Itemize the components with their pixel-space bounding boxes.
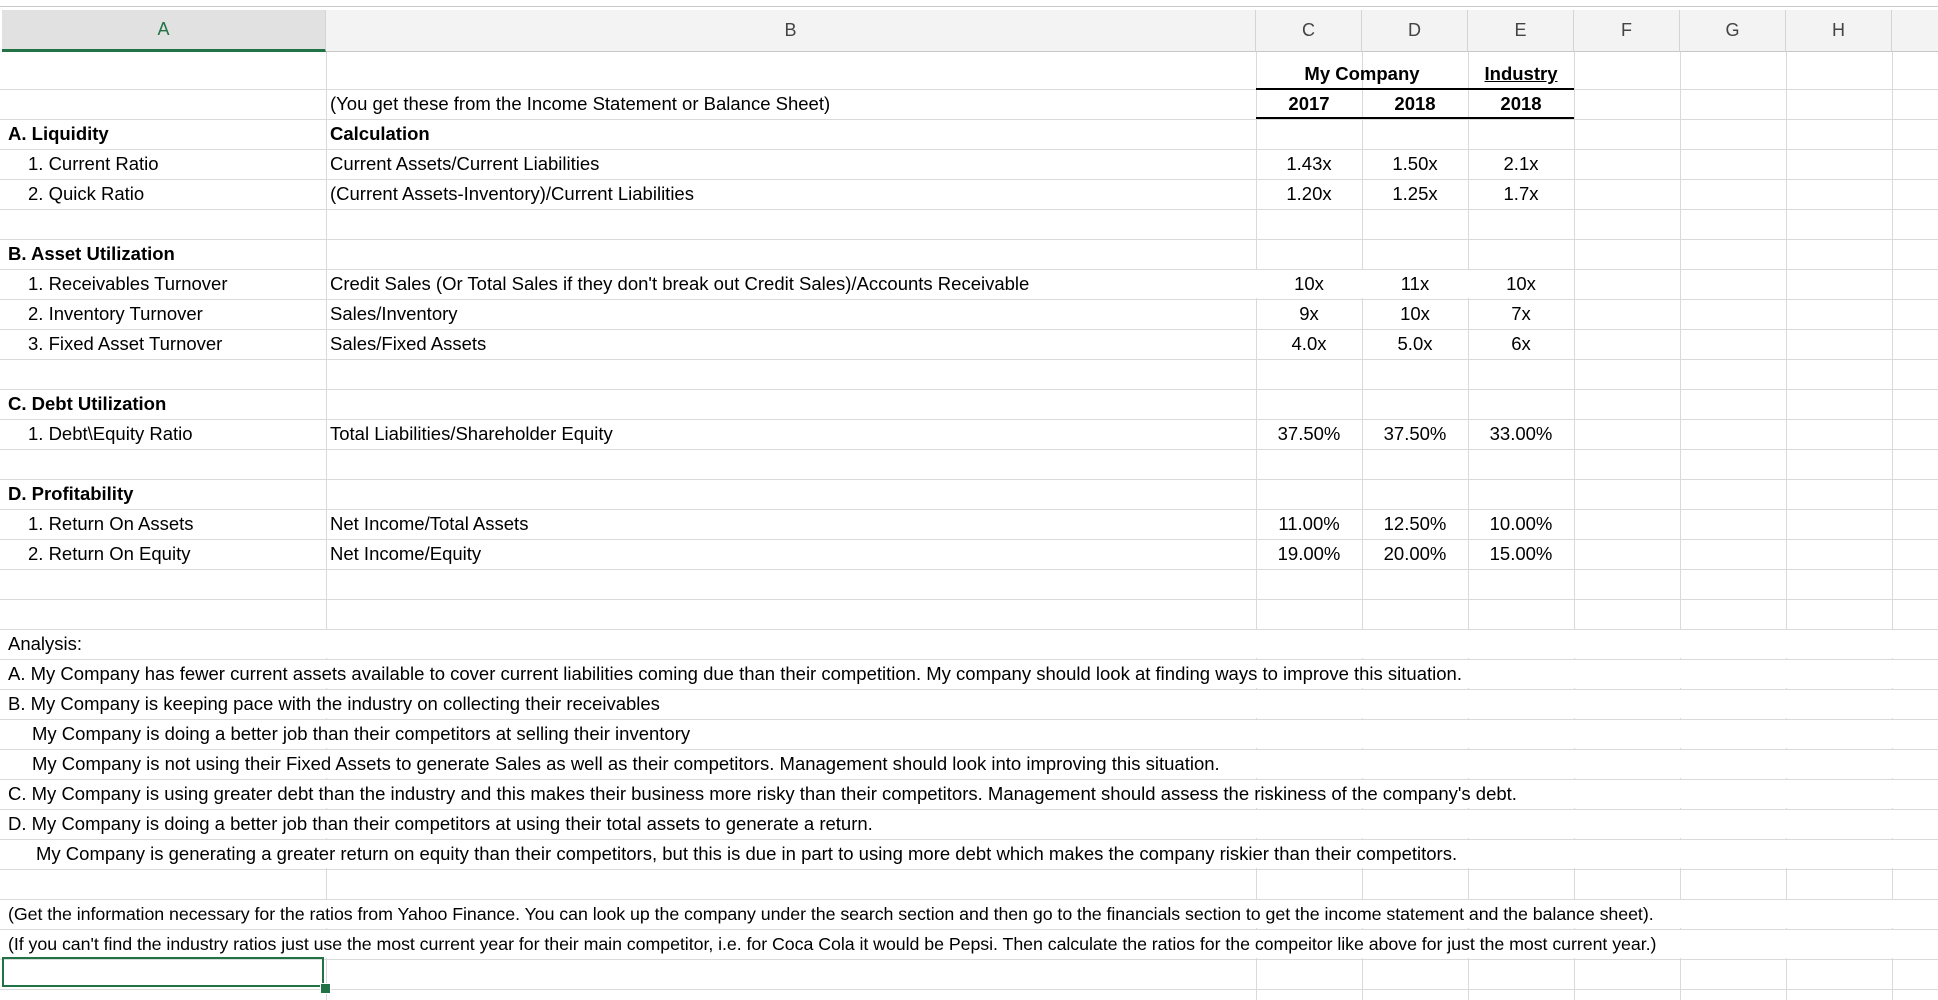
top-border <box>0 0 1938 7</box>
analysis-line[interactable]: A. My Company has fewer current assets available to cover current liabilities coming due than their competition. My company should look at finding ways to improve this situation. <box>8 663 1462 684</box>
value-2018[interactable]: 5.0x <box>1397 333 1433 354</box>
column-header-f[interactable]: F <box>1574 10 1680 52</box>
value-2017[interactable]: 9x <box>1299 303 1319 324</box>
my-company-header[interactable]: My Company <box>1256 60 1468 90</box>
analysis-line[interactable]: My Company is doing a better job than their competitors at selling their inventory <box>32 723 691 744</box>
column-header-e[interactable]: E <box>1468 10 1574 52</box>
value-2018[interactable]: 1.50x <box>1392 153 1438 174</box>
column-header-i[interactable] <box>1892 10 1938 52</box>
value-2018[interactable]: 12.50% <box>1383 513 1447 534</box>
calculation-header[interactable]: Calculation <box>330 123 430 144</box>
value-2018[interactable]: 1.25x <box>1392 183 1438 204</box>
row-label[interactable]: 1. Receivables Turnover <box>28 273 228 294</box>
value-industry[interactable]: 33.00% <box>1489 423 1553 444</box>
value-2017[interactable]: 37.50% <box>1277 423 1341 444</box>
row-calc[interactable]: Current Assets/Current Liabilities <box>330 153 600 174</box>
section-debt-utilization[interactable]: C. Debt Utilization <box>8 393 167 414</box>
row-label[interactable]: 3. Fixed Asset Turnover <box>28 333 223 354</box>
industry-header[interactable]: Industry <box>1468 60 1574 90</box>
source-note[interactable]: (You get these from the Income Statement or Balance Sheet) <box>330 93 831 114</box>
value-industry[interactable]: 2.1x <box>1503 153 1539 174</box>
note-line[interactable]: (Get the information necessary for the ratios from Yahoo Finance. You can look up the company under the search section and then go to the financials section to get the income statement and the balance sheet). <box>8 904 1654 924</box>
value-industry[interactable]: 1.7x <box>1503 183 1539 204</box>
industry-year-2018-header[interactable]: 2018 <box>1468 89 1574 119</box>
value-2018[interactable]: 20.00% <box>1383 543 1447 564</box>
value-2017[interactable]: 1.20x <box>1286 183 1332 204</box>
value-2018[interactable]: 37.50% <box>1383 423 1447 444</box>
section-asset-utilization[interactable]: B. Asset Utilization <box>8 243 175 264</box>
fill-handle[interactable] <box>320 983 331 994</box>
row-calc[interactable]: Sales/Inventory <box>330 303 458 324</box>
analysis-line[interactable]: B. My Company is keeping pace with the industry on collecting their receivables <box>8 693 660 714</box>
row-calc[interactable]: (Current Assets-Inventory)/Current Liabilities <box>330 183 694 204</box>
value-industry[interactable]: 15.00% <box>1489 543 1553 564</box>
analysis-line[interactable]: D. My Company is doing a better job than their competitors at using their total assets to generate a return. <box>8 813 873 834</box>
row-label[interactable]: 1. Return On Assets <box>28 513 194 534</box>
row-calc[interactable]: Sales/Fixed Assets <box>330 333 487 354</box>
value-2018[interactable]: 11x <box>1400 273 1430 294</box>
value-2017[interactable]: 11.00% <box>1278 513 1340 534</box>
analysis-line[interactable]: My Company is not using their Fixed Assets to generate Sales as well as their competitors. Management should look into improving this situation. <box>32 753 1220 774</box>
analysis-line[interactable]: C. My Company is using greater debt than the industry and this makes their business more risky than their competitors. Management should assess the riskiness of the company's debt. <box>8 783 1517 804</box>
column-header-h[interactable]: H <box>1786 10 1892 52</box>
value-2017[interactable]: 4.0x <box>1291 333 1327 354</box>
value-industry[interactable]: 7x <box>1511 303 1531 324</box>
analysis-title[interactable]: Analysis: <box>8 633 83 654</box>
year-2018-header[interactable]: 2018 <box>1362 89 1468 119</box>
row-calc[interactable]: Net Income/Total Assets <box>330 513 529 534</box>
row-calc[interactable]: Total Liabilities/Shareholder Equity <box>330 423 613 444</box>
row-calc[interactable]: Credit Sales (Or Total Sales if they don't break out Credit Sales)/Accounts Receivable <box>330 273 1030 294</box>
value-2017[interactable]: 1.43x <box>1286 153 1332 174</box>
value-industry[interactable]: 10x <box>1506 273 1536 294</box>
row-label[interactable]: 2. Inventory Turnover <box>28 303 203 324</box>
column-header-b[interactable]: B <box>326 10 1256 52</box>
row-label[interactable]: 2. Return On Equity <box>28 543 191 564</box>
value-industry[interactable]: 10.00% <box>1489 513 1553 534</box>
selected-cell[interactable] <box>2 957 324 987</box>
section-profitability[interactable]: D. Profitability <box>8 483 134 504</box>
value-2017[interactable]: 19.00% <box>1277 543 1341 564</box>
note-line[interactable]: (If you can't find the industry ratios just use the most current year for their main competitor, i.e. for Coca Cola it would be Pepsi. Then calculate the ratios for the compeitor like above for just the most current year.) <box>8 934 1657 954</box>
row-label[interactable]: 2. Quick Ratio <box>28 183 145 204</box>
value-industry[interactable]: 6x <box>1511 333 1531 354</box>
column-header-c[interactable]: C <box>1256 10 1362 52</box>
column-header-d[interactable]: D <box>1362 10 1468 52</box>
section-liquidity[interactable]: A. Liquidity <box>8 123 109 144</box>
value-2018[interactable]: 10x <box>1400 303 1430 324</box>
analysis-line[interactable]: My Company is generating a greater return on equity than their competitors, but this is due in part to using more debt which makes the company riskier than their competitors. <box>36 843 1458 864</box>
row-label[interactable]: 1. Current Ratio <box>28 153 159 174</box>
row-calc[interactable]: Net Income/Equity <box>330 543 482 564</box>
row-label[interactable]: 1. Debt\Equity Ratio <box>28 423 193 444</box>
value-2017[interactable]: 10x <box>1294 273 1324 294</box>
column-header-g[interactable]: G <box>1680 10 1786 52</box>
year-2017-header[interactable]: 2017 <box>1256 89 1362 119</box>
column-header-a[interactable]: A <box>2 10 326 52</box>
